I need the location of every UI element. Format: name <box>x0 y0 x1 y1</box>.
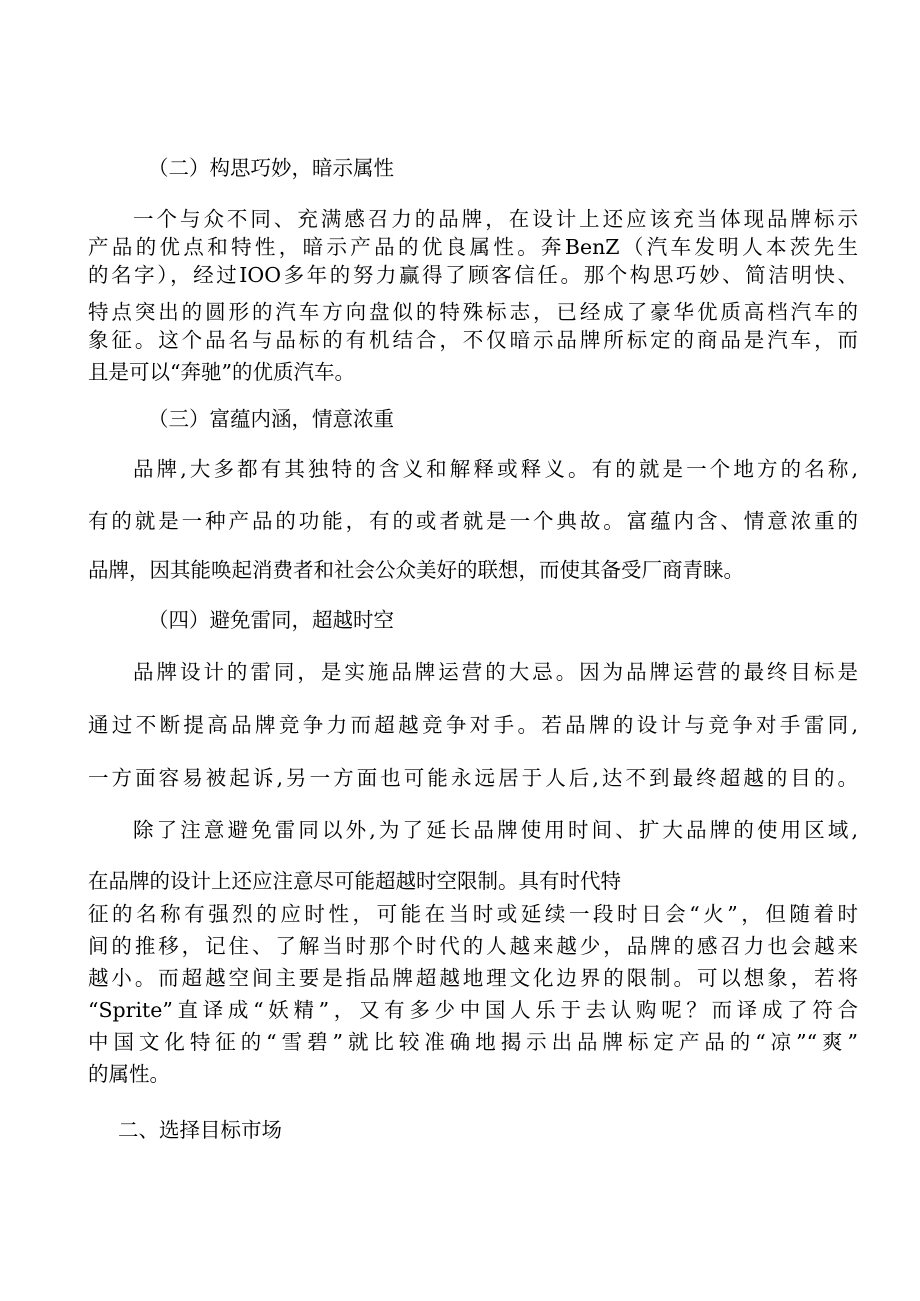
paragraph-line: 品牌设计的雷同，是实施品牌运营的大忌。因为品牌运营的最终目标是 <box>133 660 858 684</box>
paragraph-line: 间的推移，记住、了解当时那个时代的人越来越少，品牌的感召力也会越来 <box>88 934 858 958</box>
main-heading: 二、选择目标市场 <box>118 1118 282 1142</box>
paragraph-line: “Sprite”直译成“妖精”，又有多少中国人乐于去认购呢？而译成了符合 <box>88 998 858 1022</box>
paragraph-line: 产品的优点和特性，暗示产品的优良属性。奔BenZ（汽车发明人本茨先生 <box>88 235 858 259</box>
paragraph-line: 除了注意避免雷同以外,为了延长品牌使用时间、扩大品牌的使用区域, <box>133 818 858 842</box>
paragraph-line: 在品牌的设计上还应注意尽可能超越时空限制。具有时代特 <box>88 869 621 893</box>
paragraph-line: 有的就是一种产品的功能，有的或者就是一个典故。富蕴内含、情意浓重的 <box>88 509 858 533</box>
paragraph-line: 一方面容易被起诉,另一方面也可能永远居于人后,达不到最终超越的目的。 <box>88 766 858 790</box>
paragraph-line: 的属性。 <box>88 1062 170 1086</box>
section-heading-4: （四）避免雷同，超越时空 <box>148 608 394 632</box>
paragraph-line: 征的名称有强烈的应时性，可能在当时或延续一段时日会“火”，但随着时 <box>88 902 858 926</box>
paragraph-line: 象征。这个品名与品标的有机结合，不仅暗示品牌所标定的商品是汽车，而 <box>88 328 858 352</box>
paragraph-line: 中国文化特征的“雪碧”就比较准确地揭示出品牌标定产品的“凉”“爽” <box>88 1030 858 1054</box>
paragraph-line: 品牌,大多都有其独特的含义和解释或释义。有的就是一个地方的名称, <box>133 457 858 481</box>
section-heading-2: （二）构思巧妙，暗示属性 <box>148 156 394 180</box>
paragraph-line: 越小。而超越空间主要是指品牌超越地理文化边界的限制。可以想象，若将 <box>88 966 858 990</box>
paragraph-line: 品牌，因其能唤起消费者和社会公众美好的联想，而使其备受厂商青睐。 <box>88 558 744 582</box>
paragraph-line: 且是可以“奔驰”的优质汽车。 <box>88 360 355 384</box>
paragraph-line: 的名字），经过IOO多年的努力赢得了顾客信任。那个构思巧妙、简洁明快、 <box>88 263 858 287</box>
paragraph-line: 通过不断提高品牌竞争力而超越竞争对手。若品牌的设计与竞争对手雷同, <box>88 713 858 737</box>
paragraph-line: 一个与众不同、充满感召力的品牌，在设计上还应该充当体现品牌标示 <box>133 207 858 231</box>
paragraph-line: 特点突出的圆形的汽车方向盘似的特殊标志，已经成了豪华优质高档汽车的 <box>88 300 858 324</box>
section-heading-3: （三）富蕴内涵，情意浓重 <box>148 407 394 431</box>
